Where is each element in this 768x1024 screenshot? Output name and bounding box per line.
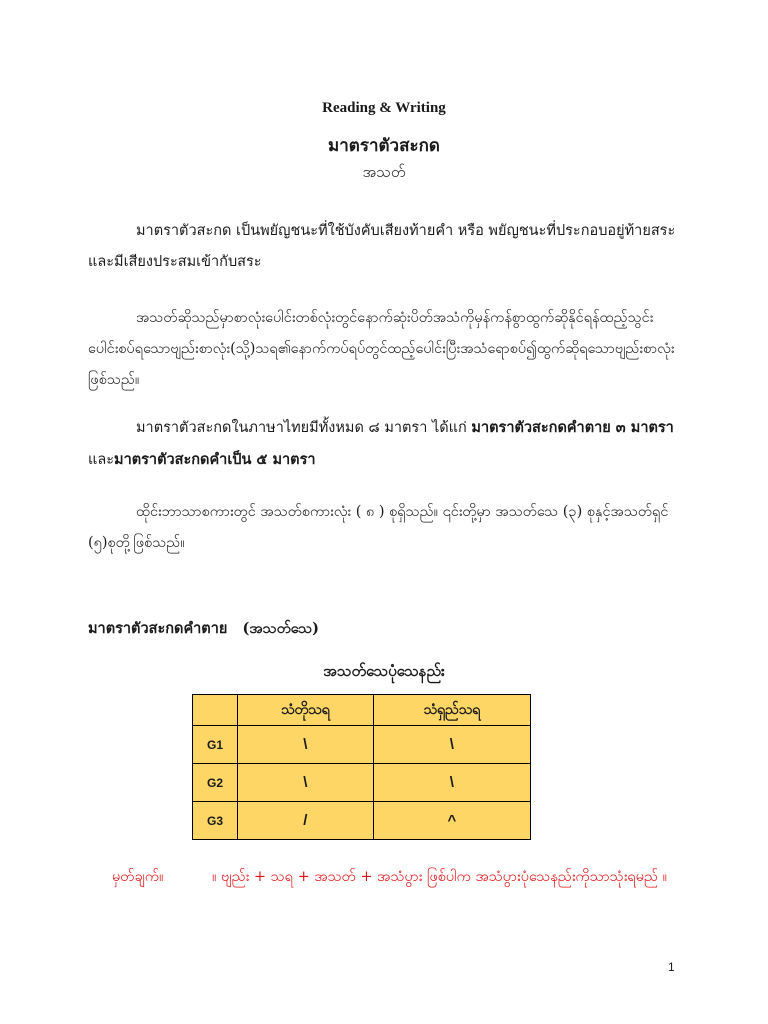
paragraph-text: အသတ်ဆိုသည်မှာစာလုံးပေါင်းတစ်လုံးတွင်နောက်ဆုံးပိတ်အသံကိုမှန်ကန်စွာထွက်ဆိုနိုင်ရန်ထည့်သွင်းပေါင်းစပ်ရသောဗျည်းစာလုံး(သို့)သရ၏နောက်ကပ်ရပ်တွင်ထည့်ပေါင်းပြီးအသံရောစပ်၍ထွက်ဆိုရသောဗျည်းစာလုံးဖြစ်သည်။: [88, 310, 675, 388]
document-subtitle-thai: มาตราตัวสะกด: [328, 136, 440, 156]
document-subtitle-myanmar: အသတ်: [362, 163, 406, 181]
document-title: Reading & Writing: [322, 100, 446, 116]
long-vowel-mark: \: [373, 726, 530, 764]
table-header-long-vowel: သံရှည်သရ: [373, 695, 530, 726]
note: [112, 862, 672, 893]
note-label: မှတ်ချက်။: [112, 869, 164, 885]
paragraph-myanmar-definition: [88, 303, 688, 396]
paragraph-thai-count: [88, 412, 688, 476]
long-vowel-mark: ^: [373, 802, 530, 840]
row-label: G3: [193, 802, 238, 840]
row-label: G2: [193, 764, 238, 802]
section-label-paren: (အသတ်သေ): [242, 620, 319, 637]
long-vowel-mark: \: [373, 764, 530, 802]
paragraph-text: และ: [88, 452, 115, 468]
paragraph-text: ထိုင်းဘာသာစကားတွင် အသတ်စကားလုံး ( ၈ ) စုရှိသည်။ ၎င်းတို့မှာ အသတ်သေ (၃) စုနှင့်အသတ်ရှင် (၅)စုတို့ဖြစ်သည်။: [88, 504, 669, 551]
table-header-row: [193, 695, 531, 726]
paragraph-bold: มาตราตัวสะกดคำตาย ๓ มาตรา: [471, 419, 674, 436]
table-row: [193, 802, 531, 840]
table-title: အသတ်သေပုံသေနည်း: [323, 662, 445, 680]
paragraph-text: มาตราตัวสะกด เป็นพยัญชนะที่ใช้บังคับเสียงท้ายคำ หรือ พยัญชนะที่ประกอบอยู่ท้ายสระและมีเสียงประสมเข้ากับสระ: [88, 223, 676, 270]
table-header-empty: [193, 695, 238, 726]
table-row: [193, 764, 531, 802]
row-label: G1: [193, 726, 238, 764]
paragraph-thai-definition: [88, 216, 688, 278]
page-number: 1: [668, 960, 675, 974]
short-vowel-mark: \: [238, 764, 374, 802]
tone-rule-table: [192, 694, 531, 840]
note-text: ။ ဗျည်း + သရ + အသတ် + အသံပွား ဖြစ်ပါက အသံပွားပုံသေနည်းကိုသာသုံးရမည် ။: [212, 869, 668, 885]
table-header-short-vowel: သံတိုသရ: [238, 695, 374, 726]
short-vowel-mark: \: [238, 726, 374, 764]
table-row: [193, 726, 531, 764]
section-heading: [88, 617, 319, 641]
paragraph-myanmar-count: [88, 497, 688, 559]
section-label: มาตราตัวสะกดคำตาย: [88, 620, 228, 637]
paragraph-text: มาตราตัวสะกดในภาษาไทยมีทั้งหมด ๘ มาตรา ได้แก่: [136, 420, 472, 436]
short-vowel-mark: /: [238, 802, 374, 840]
paragraph-bold: มาตราตัวสะกดคำเป็น ๕ มาตรา: [114, 451, 316, 468]
